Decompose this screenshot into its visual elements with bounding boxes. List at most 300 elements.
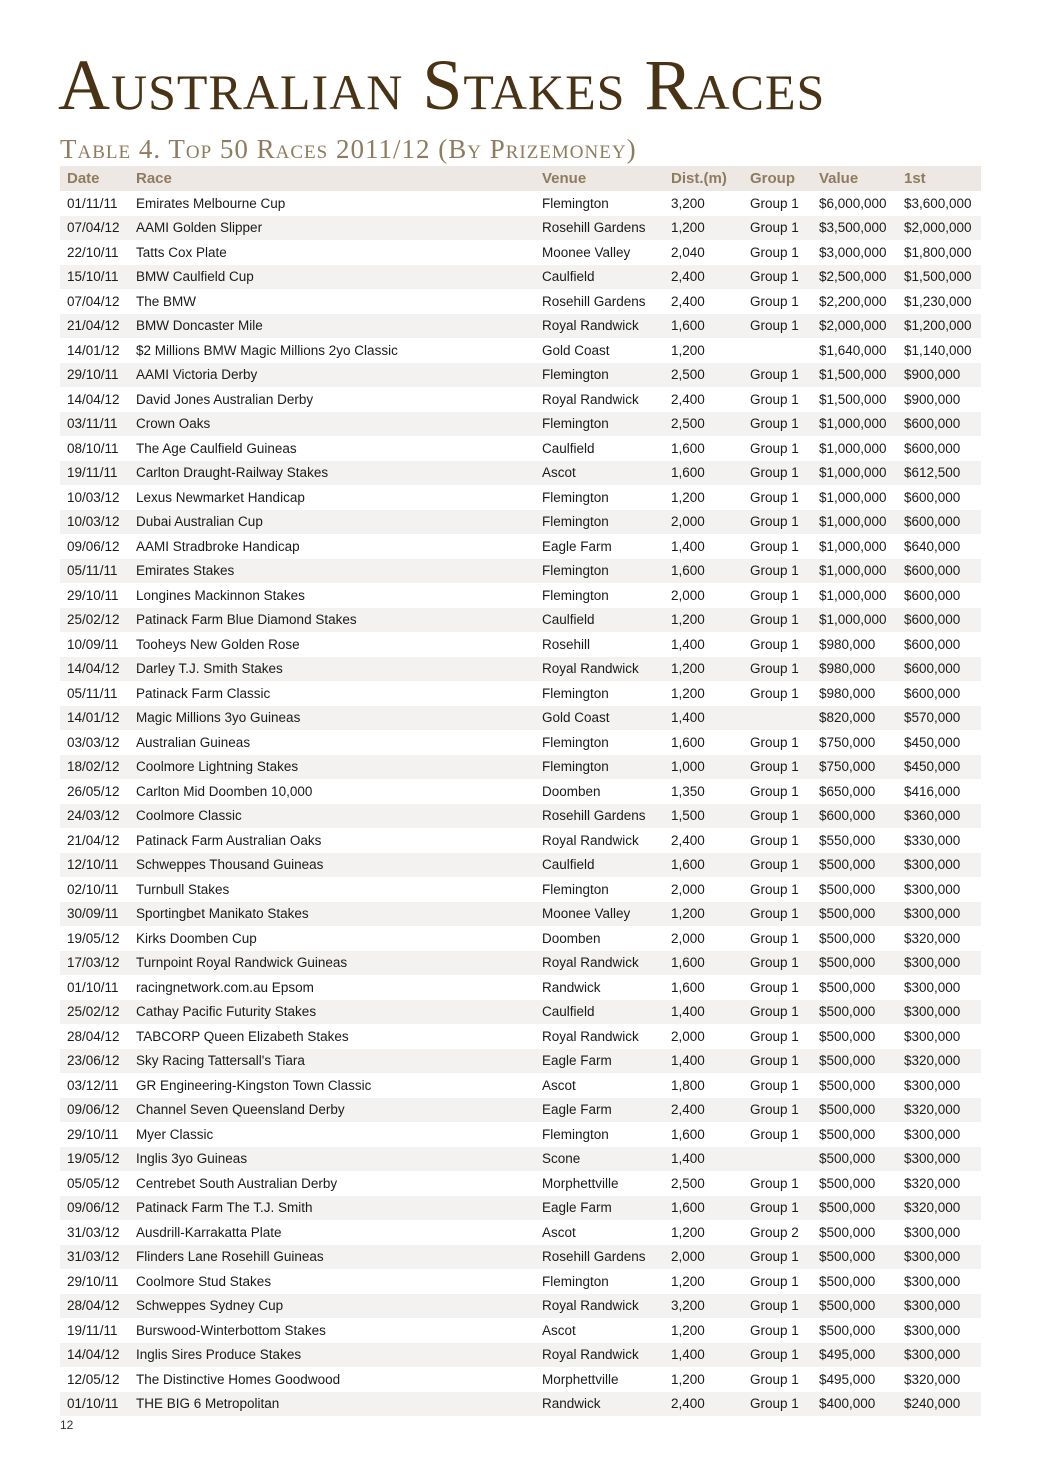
race-cell: Inglis Sires Produce Stakes: [129, 1343, 535, 1368]
first-prize-cell: $416,000: [904, 783, 961, 799]
group-cell: Group 1: [743, 461, 812, 486]
distance-cell: 1,600: [664, 461, 743, 486]
table-row: [60, 706, 981, 731]
table-row: [60, 436, 981, 461]
date-cell: 05/11/11: [60, 559, 129, 584]
value-cell: $500,000: [819, 1077, 876, 1093]
value-cell: $500,000: [812, 951, 897, 976]
value-cell: $750,000: [819, 734, 876, 750]
first-prize-cell: $1,500,000: [897, 265, 981, 290]
value-cell: $500,000: [819, 1322, 876, 1338]
race-cell: Coolmore Classic: [129, 804, 535, 829]
venue-cell: Caulfield: [535, 1000, 664, 1025]
group-cell: Group 1: [750, 538, 799, 554]
venue-cell: Moonee Valley: [542, 244, 631, 260]
race-cell: Burswood-Winterbottom Stakes: [136, 1322, 326, 1338]
group-cell: Group 1: [743, 265, 812, 290]
race-cell: Carlton Mid Doomben 10,000: [136, 783, 313, 799]
table-row: [60, 1196, 981, 1221]
table-row: [60, 828, 981, 853]
race-cell: Crown Oaks: [129, 412, 535, 437]
value-cell: $500,000: [812, 1245, 897, 1270]
first-prize-cell: $900,000: [904, 391, 961, 407]
table-header-row: [60, 166, 981, 191]
distance-cell: 1,200: [664, 902, 743, 927]
race-cell: Patinack Farm Australian Oaks: [136, 832, 322, 848]
group-cell: Group 1: [743, 412, 812, 437]
column-header-group: Group: [743, 166, 812, 191]
distance-cell: 2,500: [671, 1175, 705, 1191]
distance-cell: 1,600: [664, 314, 743, 339]
race-cell: Dubai Australian Cup: [129, 510, 535, 535]
date-cell: 15/10/11: [60, 265, 129, 290]
race-cell: TABCORP Queen Elizabeth Stakes: [136, 1028, 349, 1044]
table-row: [60, 975, 981, 1000]
distance-cell: 1,200: [664, 216, 743, 241]
first-prize-cell: $2,000,000: [897, 216, 981, 241]
table-row: [60, 1098, 981, 1123]
group-cell: Group 1: [750, 930, 799, 946]
distance-cell: 2,000: [671, 1028, 705, 1044]
distance-cell: 2,500: [664, 363, 743, 388]
date-cell: 03/03/12: [67, 734, 120, 750]
table-row: [60, 951, 981, 976]
race-cell: Turnpoint Royal Randwick Guineas: [129, 951, 535, 976]
value-cell: $1,000,000: [812, 559, 897, 584]
table-row: [60, 1343, 981, 1368]
venue-cell: Royal Randwick: [535, 1343, 664, 1368]
distance-cell: 2,000: [671, 881, 705, 897]
first-prize-cell: $1,230,000: [904, 293, 972, 309]
table-row: [60, 804, 981, 829]
group-cell: Group 1: [750, 195, 799, 211]
venue-cell: Eagle Farm: [542, 538, 612, 554]
first-prize-cell: $600,000: [904, 636, 961, 652]
table-row: [60, 1294, 981, 1319]
venue-cell: Flemington: [542, 195, 609, 211]
distance-cell: 1,200: [671, 1273, 705, 1289]
distance-cell: 2,040: [671, 244, 705, 260]
first-prize-cell: $360,000: [897, 804, 981, 829]
race-cell: Turnbull Stakes: [136, 881, 230, 897]
distance-cell: 1,400: [664, 1343, 743, 1368]
race-cell: Lexus Newmarket Handicap: [136, 489, 305, 505]
distance-cell: 1,500: [664, 804, 743, 829]
distance-cell: 1,200: [664, 657, 743, 682]
distance-cell: 1,200: [664, 608, 743, 633]
table-row: [60, 1171, 981, 1196]
venue-cell: Gold Coast: [542, 342, 610, 358]
race-cell: Australian Guineas: [136, 734, 251, 750]
date-cell: 19/11/11: [67, 1322, 118, 1338]
race-cell: Tatts Cox Plate: [136, 244, 227, 260]
table-row: [60, 240, 981, 265]
date-cell: 21/04/12: [60, 314, 129, 339]
first-prize-cell: $300,000: [904, 1077, 961, 1093]
race-cell: BMW Doncaster Mile: [129, 314, 535, 339]
race-cell: Longines Mackinnon Stakes: [136, 587, 305, 603]
date-cell: 22/10/11: [67, 244, 119, 260]
date-cell: 29/10/11: [67, 1273, 119, 1289]
value-cell: $600,000: [812, 804, 897, 829]
distance-cell: 2,400: [671, 391, 705, 407]
table-row: [60, 534, 981, 559]
distance-cell: 2,400: [664, 1098, 743, 1123]
venue-cell: Rosehill Gardens: [535, 1245, 664, 1270]
table-row: [60, 338, 981, 363]
value-cell: $500,000: [819, 979, 876, 995]
venue-cell: Scone: [535, 1147, 664, 1172]
venue-cell: Rosehill Gardens: [535, 216, 664, 241]
date-cell: 28/04/12: [60, 1294, 129, 1319]
first-prize-cell: $300,000: [904, 1126, 961, 1142]
group-cell: Group 1: [750, 1077, 799, 1093]
group-cell: Group 1: [750, 1371, 799, 1387]
race-cell: Patinack Farm Classic: [136, 685, 271, 701]
venue-cell: Rosehill Gardens: [542, 293, 646, 309]
value-cell: $1,640,000: [819, 342, 887, 358]
column-header-date: Date: [60, 166, 129, 191]
date-cell: 01/10/11: [67, 979, 119, 995]
venue-cell: Randwick: [535, 1392, 664, 1417]
value-cell: $500,000: [819, 930, 876, 946]
value-cell: $1,000,000: [819, 489, 887, 505]
date-cell: 09/06/12: [60, 1196, 129, 1221]
date-cell: 29/10/11: [67, 587, 119, 603]
first-prize-cell: $300,000: [897, 902, 981, 927]
race-cell: Schweppes Sydney Cup: [129, 1294, 535, 1319]
first-prize-cell: $1,800,000: [904, 244, 972, 260]
date-cell: 10/09/11: [67, 636, 119, 652]
group-cell: Group 1: [750, 587, 799, 603]
first-prize-cell: $600,000: [904, 685, 961, 701]
distance-cell: 3,200: [671, 195, 705, 211]
venue-cell: Ascot: [542, 1077, 576, 1093]
date-cell: 17/03/12: [60, 951, 129, 976]
value-cell: $650,000: [819, 783, 876, 799]
first-prize-cell: $300,000: [897, 1245, 981, 1270]
value-cell: $1,000,000: [819, 440, 887, 456]
group-cell: Group 1: [750, 244, 799, 260]
value-cell: $495,000: [819, 1371, 876, 1387]
group-cell: Group 1: [743, 1049, 812, 1074]
race-cell: Cathay Pacific Futurity Stakes: [129, 1000, 535, 1025]
table-row: [60, 510, 981, 535]
race-cell: Coolmore Lightning Stakes: [129, 755, 535, 780]
venue-cell: Caulfield: [535, 608, 664, 633]
venue-cell: Flemington: [535, 412, 664, 437]
first-prize-cell: $600,000: [897, 608, 981, 633]
table-row: [60, 216, 981, 241]
date-cell: 14/04/12: [67, 391, 120, 407]
date-cell: 01/11/11: [67, 195, 118, 211]
group-cell: Group 1: [743, 804, 812, 829]
race-cell: AAMI Golden Slipper: [129, 216, 535, 241]
group-cell: Group 1: [743, 1098, 812, 1123]
date-cell: 07/04/12: [67, 293, 120, 309]
value-cell: $500,000: [819, 1028, 876, 1044]
distance-cell: 1,200: [671, 1322, 705, 1338]
date-cell: 31/03/12: [60, 1245, 129, 1270]
table-row: [60, 779, 981, 804]
venue-cell: Flemington: [535, 559, 664, 584]
table-row: [60, 314, 981, 339]
table-row: [60, 1392, 981, 1417]
table-row: [60, 902, 981, 927]
first-prize-cell: $320,000: [904, 930, 961, 946]
value-cell: $1,000,000: [812, 412, 897, 437]
column-header-race: Race: [129, 166, 535, 191]
column-header-value: Value: [812, 166, 897, 191]
value-cell: $500,000: [819, 1126, 876, 1142]
venue-cell: Randwick: [542, 979, 601, 995]
race-cell: Channel Seven Queensland Derby: [129, 1098, 535, 1123]
value-cell: $500,000: [819, 881, 876, 897]
first-prize-cell: $450,000: [904, 734, 961, 750]
first-prize-cell: $600,000: [897, 657, 981, 682]
date-cell: 03/11/11: [60, 412, 129, 437]
value-cell: $500,000: [812, 1000, 897, 1025]
venue-cell: Royal Randwick: [535, 951, 664, 976]
group-cell: Group 1: [750, 1273, 799, 1289]
table-row: [60, 657, 981, 682]
venue-cell: Ascot: [542, 1322, 576, 1338]
table-row: [60, 1318, 981, 1343]
distance-cell: 1,350: [671, 783, 705, 799]
table-row: [60, 1000, 981, 1025]
table-row: [60, 608, 981, 633]
venue-cell: Caulfield: [535, 853, 664, 878]
race-cell: Ausdrill-Karrakatta Plate: [136, 1224, 282, 1240]
venue-cell: Eagle Farm: [535, 1196, 664, 1221]
date-cell: 14/04/12: [60, 1343, 129, 1368]
race-cell: Patinack Farm The T.J. Smith: [129, 1196, 535, 1221]
value-cell: $750,000: [812, 755, 897, 780]
venue-cell: Royal Randwick: [542, 1028, 639, 1044]
date-cell: 14/01/12: [67, 342, 120, 358]
column-header-first-prize: 1st: [897, 166, 981, 191]
table-row: [60, 755, 981, 780]
value-cell: $550,000: [819, 832, 876, 848]
date-cell: 18/02/12: [60, 755, 129, 780]
value-cell: $500,000: [812, 1147, 897, 1172]
group-cell: Group 1: [750, 832, 799, 848]
value-cell: $980,000: [819, 685, 876, 701]
group-cell: Group 1: [743, 1343, 812, 1368]
group-cell: Group 1: [750, 783, 799, 799]
group-cell: Group 1: [750, 979, 799, 995]
first-prize-cell: $1,140,000: [904, 342, 972, 358]
distance-cell: 1,400: [671, 636, 705, 652]
race-cell: Kirks Doomben Cup: [136, 930, 257, 946]
distance-cell: 1,200: [671, 1224, 705, 1240]
race-cell: GR Engineering-Kingston Town Classic: [136, 1077, 372, 1093]
distance-cell: 1,400: [664, 706, 743, 731]
group-cell: Group 1: [743, 314, 812, 339]
venue-cell: Flemington: [542, 881, 609, 897]
table-row: [60, 853, 981, 878]
table-row: [60, 1024, 981, 1049]
venue-cell: Flemington: [535, 755, 664, 780]
race-cell: Magic Millions 3yo Guineas: [129, 706, 535, 731]
group-cell: Group 1: [743, 1196, 812, 1221]
venue-cell: Gold Coast: [535, 706, 664, 731]
date-cell: 28/04/12: [67, 1028, 120, 1044]
table-row: [60, 877, 981, 902]
value-cell: $980,000: [819, 636, 876, 652]
date-cell: 08/10/11: [67, 440, 119, 456]
date-cell: 31/03/12: [67, 1224, 120, 1240]
distance-cell: 2,400: [671, 293, 705, 309]
distance-cell: 1,200: [671, 685, 705, 701]
venue-cell: Ascot: [535, 461, 664, 486]
table-row: [60, 681, 981, 706]
venue-cell: Eagle Farm: [535, 1098, 664, 1123]
group-cell: Group 1: [750, 1028, 799, 1044]
first-prize-cell: $612,500: [897, 461, 981, 486]
table-row: [60, 387, 981, 412]
group-cell: Group 1: [743, 608, 812, 633]
column-header-distance: Dist.(m): [664, 166, 743, 191]
table-row: [60, 412, 981, 437]
venue-cell: Doomben: [542, 783, 601, 799]
first-prize-cell: $320,000: [897, 1098, 981, 1123]
venue-cell: Royal Randwick: [535, 1294, 664, 1319]
distance-cell: 1,600: [671, 440, 705, 456]
value-cell: $1,000,000: [819, 538, 887, 554]
value-cell: $2,500,000: [812, 265, 897, 290]
race-cell: The BMW: [136, 293, 197, 309]
date-cell: 05/11/11: [67, 685, 118, 701]
race-cell: $2 Millions BMW Magic Millions 2yo Classic: [136, 342, 398, 358]
date-cell: 25/02/12: [60, 1000, 129, 1025]
venue-cell: Flemington: [535, 363, 664, 388]
first-prize-cell: $600,000: [904, 489, 961, 505]
date-cell: 12/05/12: [67, 1371, 120, 1387]
race-cell: Centrebet South Australian Derby: [136, 1175, 338, 1191]
distance-cell: 1,600: [671, 979, 705, 995]
race-cell: Tooheys New Golden Rose: [136, 636, 300, 652]
first-prize-cell: $330,000: [904, 832, 961, 848]
date-cell: 14/01/12: [60, 706, 129, 731]
table-row: [60, 1220, 981, 1245]
value-cell: $1,000,000: [812, 510, 897, 535]
page-number: 12: [60, 1418, 74, 1432]
distance-cell: 2,000: [664, 1245, 743, 1270]
race-cell: Sportingbet Manikato Stakes: [129, 902, 535, 927]
first-prize-cell: $300,000: [897, 1000, 981, 1025]
distance-cell: 1,400: [664, 1147, 743, 1172]
table-row: [60, 1147, 981, 1172]
group-cell: Group 1: [743, 657, 812, 682]
distance-cell: 1,200: [671, 342, 705, 358]
venue-cell: Royal Randwick: [542, 391, 639, 407]
table-row: [60, 583, 981, 608]
date-cell: 05/05/12: [67, 1175, 120, 1191]
distance-cell: 1,200: [671, 489, 705, 505]
group-cell: Group 2: [750, 1224, 799, 1240]
venue-cell: Flemington: [535, 510, 664, 535]
date-cell: 29/10/11: [67, 1126, 119, 1142]
date-cell: 25/02/12: [60, 608, 129, 633]
table-row: [60, 265, 981, 290]
race-cell: AAMI Stradbroke Handicap: [136, 538, 300, 554]
first-prize-cell: $300,000: [904, 881, 961, 897]
value-cell: $500,000: [812, 1049, 897, 1074]
venue-cell: Doomben: [542, 930, 601, 946]
group-cell: Group 1: [743, 1392, 812, 1417]
first-prize-cell: $300,000: [897, 853, 981, 878]
venue-cell: Ascot: [542, 1224, 576, 1240]
table-row: [60, 1367, 981, 1392]
value-cell: $1,000,000: [819, 587, 887, 603]
value-cell: $3,000,000: [819, 244, 887, 260]
distance-cell: 3,200: [664, 1294, 743, 1319]
value-cell: $6,000,000: [819, 195, 887, 211]
table-row: [60, 289, 981, 314]
venue-cell: Caulfield: [535, 265, 664, 290]
first-prize-cell: $570,000: [897, 706, 981, 731]
venue-cell: Eagle Farm: [535, 1049, 664, 1074]
races-table: [60, 166, 981, 1416]
race-cell: THE BIG 6 Metropolitan: [129, 1392, 535, 1417]
venue-cell: Royal Randwick: [535, 314, 664, 339]
first-prize-cell: $640,000: [904, 538, 961, 554]
table-row: [60, 1049, 981, 1074]
distance-cell: 1,800: [671, 1077, 705, 1093]
table-row: [60, 363, 981, 388]
value-cell: $500,000: [812, 1196, 897, 1221]
venue-cell: Morphettville: [542, 1175, 619, 1191]
table-row: [60, 485, 981, 510]
date-cell: 02/10/11: [67, 881, 119, 897]
distance-cell: 1,600: [671, 734, 705, 750]
venue-cell: Moonee Valley: [535, 902, 664, 927]
value-cell: $500,000: [812, 853, 897, 878]
group-cell: Group 1: [743, 755, 812, 780]
distance-cell: 1,400: [664, 1000, 743, 1025]
race-cell: Flinders Lane Rosehill Guineas: [129, 1245, 535, 1270]
group-cell: Group 1: [743, 902, 812, 927]
first-prize-cell: $300,000: [904, 1224, 961, 1240]
first-prize-cell: $600,000: [897, 412, 981, 437]
table-row: [60, 926, 981, 951]
race-cell: Myer Classic: [136, 1126, 214, 1142]
group-cell: Group 1: [750, 1126, 799, 1142]
distance-cell: 2,000: [664, 510, 743, 535]
first-prize-cell: $300,000: [904, 979, 961, 995]
race-cell: Coolmore Stud Stakes: [136, 1273, 272, 1289]
date-cell: 24/03/12: [60, 804, 129, 829]
table-row: [60, 1269, 981, 1294]
venue-cell: Flemington: [542, 1273, 609, 1289]
race-cell: The Age Caulfield Guineas: [136, 440, 297, 456]
venue-cell: Flemington: [542, 489, 609, 505]
venue-cell: Royal Randwick: [535, 657, 664, 682]
distance-cell: 2,400: [671, 832, 705, 848]
value-cell: $500,000: [819, 1273, 876, 1289]
race-cell: Inglis 3yo Guineas: [129, 1147, 535, 1172]
distance-cell: 1,400: [671, 538, 705, 554]
table-body: [60, 191, 981, 1416]
value-cell: $2,200,000: [819, 293, 887, 309]
group-cell: Group 1: [743, 951, 812, 976]
venue-cell: Caulfield: [542, 440, 595, 456]
race-cell: BMW Caulfield Cup: [129, 265, 535, 290]
value-cell: $400,000: [812, 1392, 897, 1417]
group-cell: [743, 338, 812, 363]
first-prize-cell: $300,000: [904, 1273, 961, 1289]
